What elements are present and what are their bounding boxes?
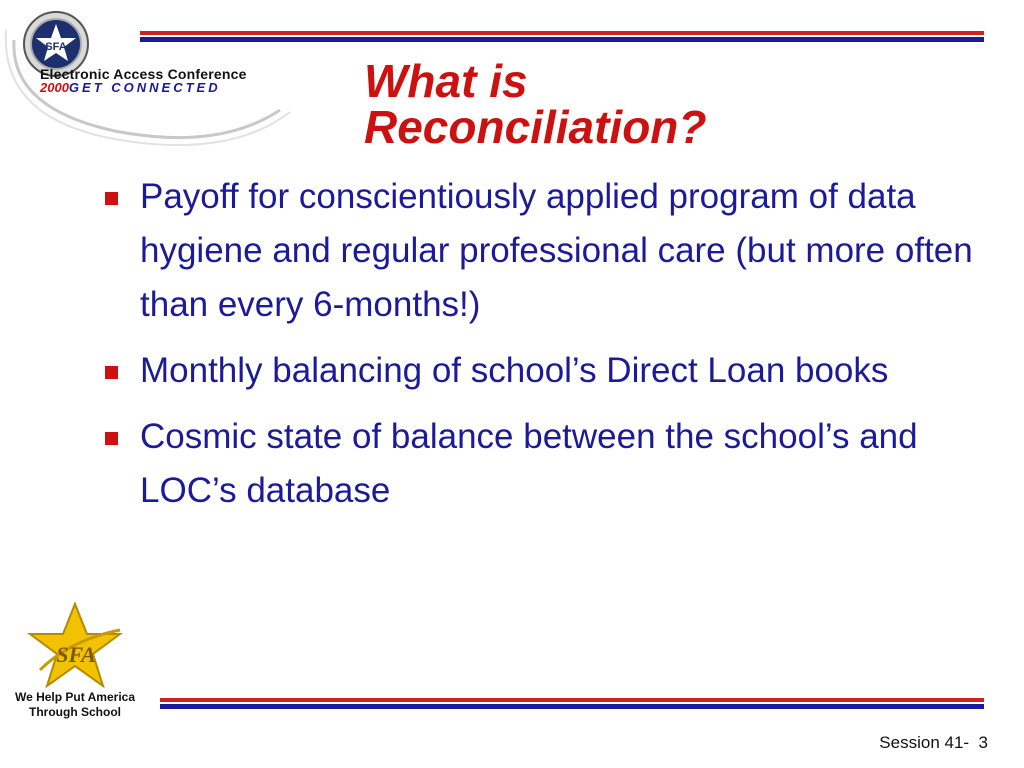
star-logo-text: SFA xyxy=(56,642,96,667)
bullet-text: Monthly balancing of school’s Direct Loan books xyxy=(140,351,889,390)
title-line-1: What is xyxy=(364,55,528,107)
conference-logo xyxy=(0,0,300,160)
conference-subtitle xyxy=(40,80,221,95)
conference-tagline: GET CONNECTED xyxy=(68,80,221,95)
bullet-square-icon xyxy=(105,192,118,205)
bullet-text: Cosmic state of balance between the school’s and LOC’s database xyxy=(140,417,918,510)
session-label: Session 41- xyxy=(879,733,970,752)
page-number: 3 xyxy=(978,733,988,752)
bullet-item xyxy=(100,170,1010,332)
conference-name: Electronic Access Conference xyxy=(40,66,247,82)
slide-title xyxy=(364,55,707,153)
motto-line-1: We Help Put America xyxy=(14,690,136,704)
bullet-list xyxy=(100,170,1010,530)
bullet-square-icon xyxy=(105,432,118,445)
bullet-square-icon xyxy=(105,366,118,379)
bullet-item xyxy=(100,344,1010,398)
motto xyxy=(4,690,146,720)
seal-text: SFA xyxy=(45,41,67,53)
bottom-stripe xyxy=(160,698,984,710)
sfa-star-logo-icon xyxy=(10,600,140,690)
top-stripe xyxy=(140,31,984,43)
conference-year: 2000 xyxy=(40,80,69,95)
bullet-text: Payoff for conscientiously applied program of data hygiene and regular professional care (but more often than every 6-months!) xyxy=(140,177,973,324)
bullet-item xyxy=(100,410,1010,518)
title-line-2: Reconciliation? xyxy=(364,101,707,153)
motto-line-2: Through School xyxy=(29,705,121,719)
slide-footer xyxy=(879,733,988,753)
